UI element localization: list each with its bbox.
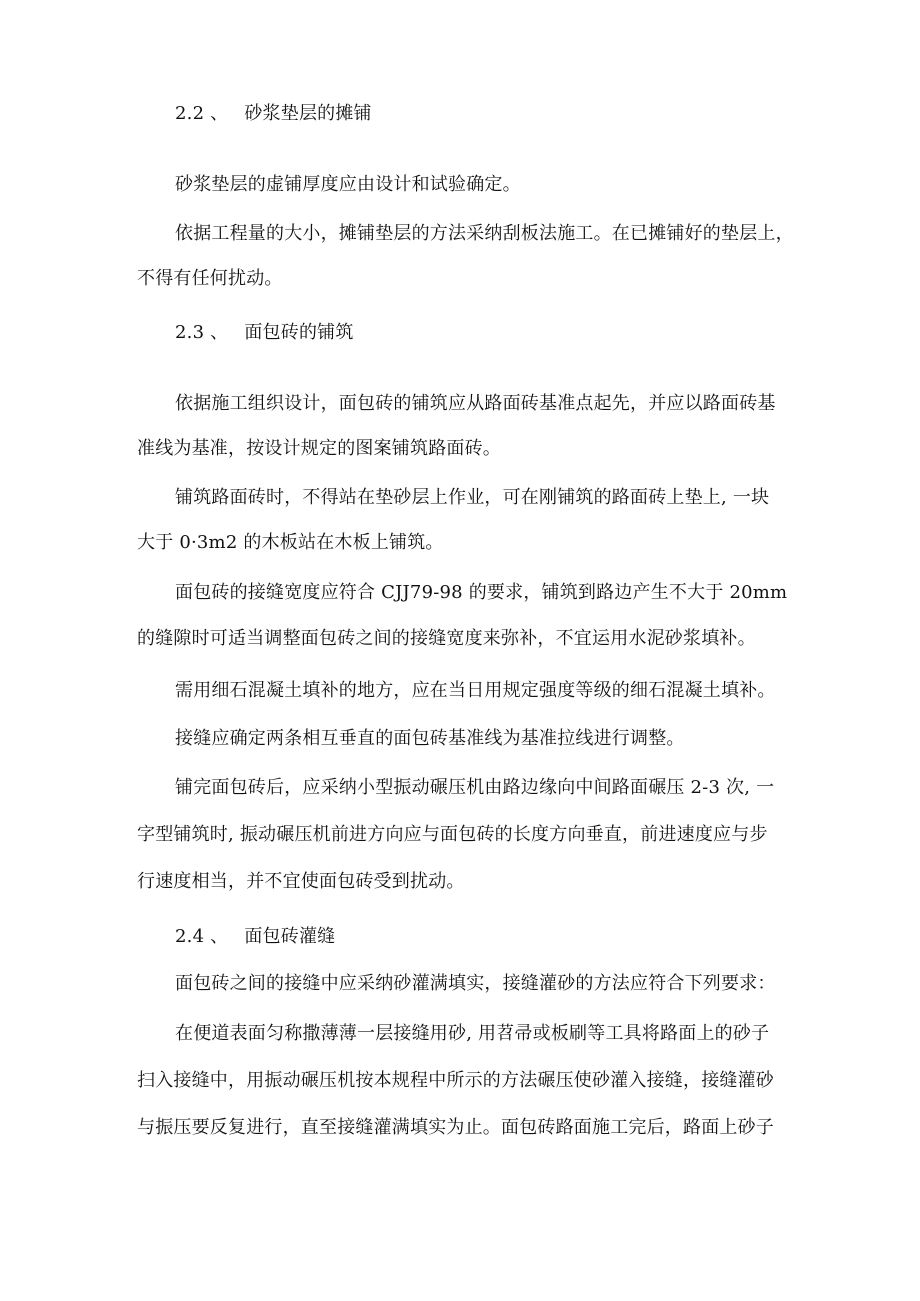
paragraph-line: 不得有任何扰动。 [137,268,283,289]
paragraph-line: 面包砖之间的接缝中应采纳砂灌满填实，接缝灌砂的方法应符合下列要求： [175,973,776,994]
paragraph-line: 铺完面包砖后，应采纳小型振动碾压机由路边缘向中间路面碾压 2-3 次, 一 [175,777,775,798]
paragraph-line: 接缝应确定两条相互垂直的面包砖基准线为基准拉线进行调整。 [175,728,685,749]
paragraph-line: 准线为基准，按设计规定的图案铺筑路面砖。 [137,438,501,459]
paragraph-line: 与振压要反复进行，直至接缝灌满填实为止。面包砖路面施工完后，路面上砂子 [137,1117,774,1138]
paragraph-line: 铺筑路面砖时，不得站在垫砂层上作业，可在刚铺筑的路面砖上垫上, 一块 [175,487,770,508]
paragraph-line: 字型铺筑时, 振动碾压机前进方向应与面包砖的长度方向垂直，前进速度应与步 [137,824,768,845]
paragraph-line: 依据施工组织设计，面包砖的铺筑应从路面砖基准点起先，并应以路面砖基 [175,393,776,414]
paragraph-line: 面包砖的接缝宽度应符合 CJJ79-98 的要求，铺筑到路边产生不大于 20mm [175,582,788,603]
paragraph-line: 扫入接缝中，用振动碾压机按本规程中所示的方法碾压使砂灌入接缝，接缝灌砂 [137,1070,774,1091]
paragraph-line: 在便道表面匀称撒薄薄一层接缝用砂, 用苕帚或板刷等工具将路面上的砂子 [175,1023,770,1044]
section-heading-2-3 [175,321,354,345]
paragraph-line: 的缝隙时可适当调整面包砖之间的接缝宽度来弥补，不宜运用水泥砂浆填补。 [137,628,756,649]
paragraph-line: 行速度相当，并不宜使面包砖受到扰动。 [137,871,465,892]
paragraph-line: 需用细石混凝土填补的地方，应在当日用规定强度等级的细石混凝土填补。 [175,680,776,701]
section-number: 2.3 、 [175,322,229,343]
section-heading-2-2 [175,102,372,126]
section-number: 2.2 、 [175,103,229,124]
section-title: 面包砖的铺筑 [244,322,354,343]
section-title: 面包砖灌缝 [244,926,336,947]
paragraph-line: 砂浆垫层的虚铺厚度应由设计和试验确定。 [175,174,521,195]
section-heading-2-4 [175,925,335,949]
paragraph-line: 大于 0·3m2 的木板站在木板上铺筑。 [137,532,444,553]
section-number: 2.4 、 [175,926,229,947]
paragraph-line: 依据工程量的大小，摊铺垫层的方法采纳刮板法施工。在已摊铺好的垫层上， [175,223,794,244]
section-title: 砂浆垫层的摊铺 [244,103,372,124]
